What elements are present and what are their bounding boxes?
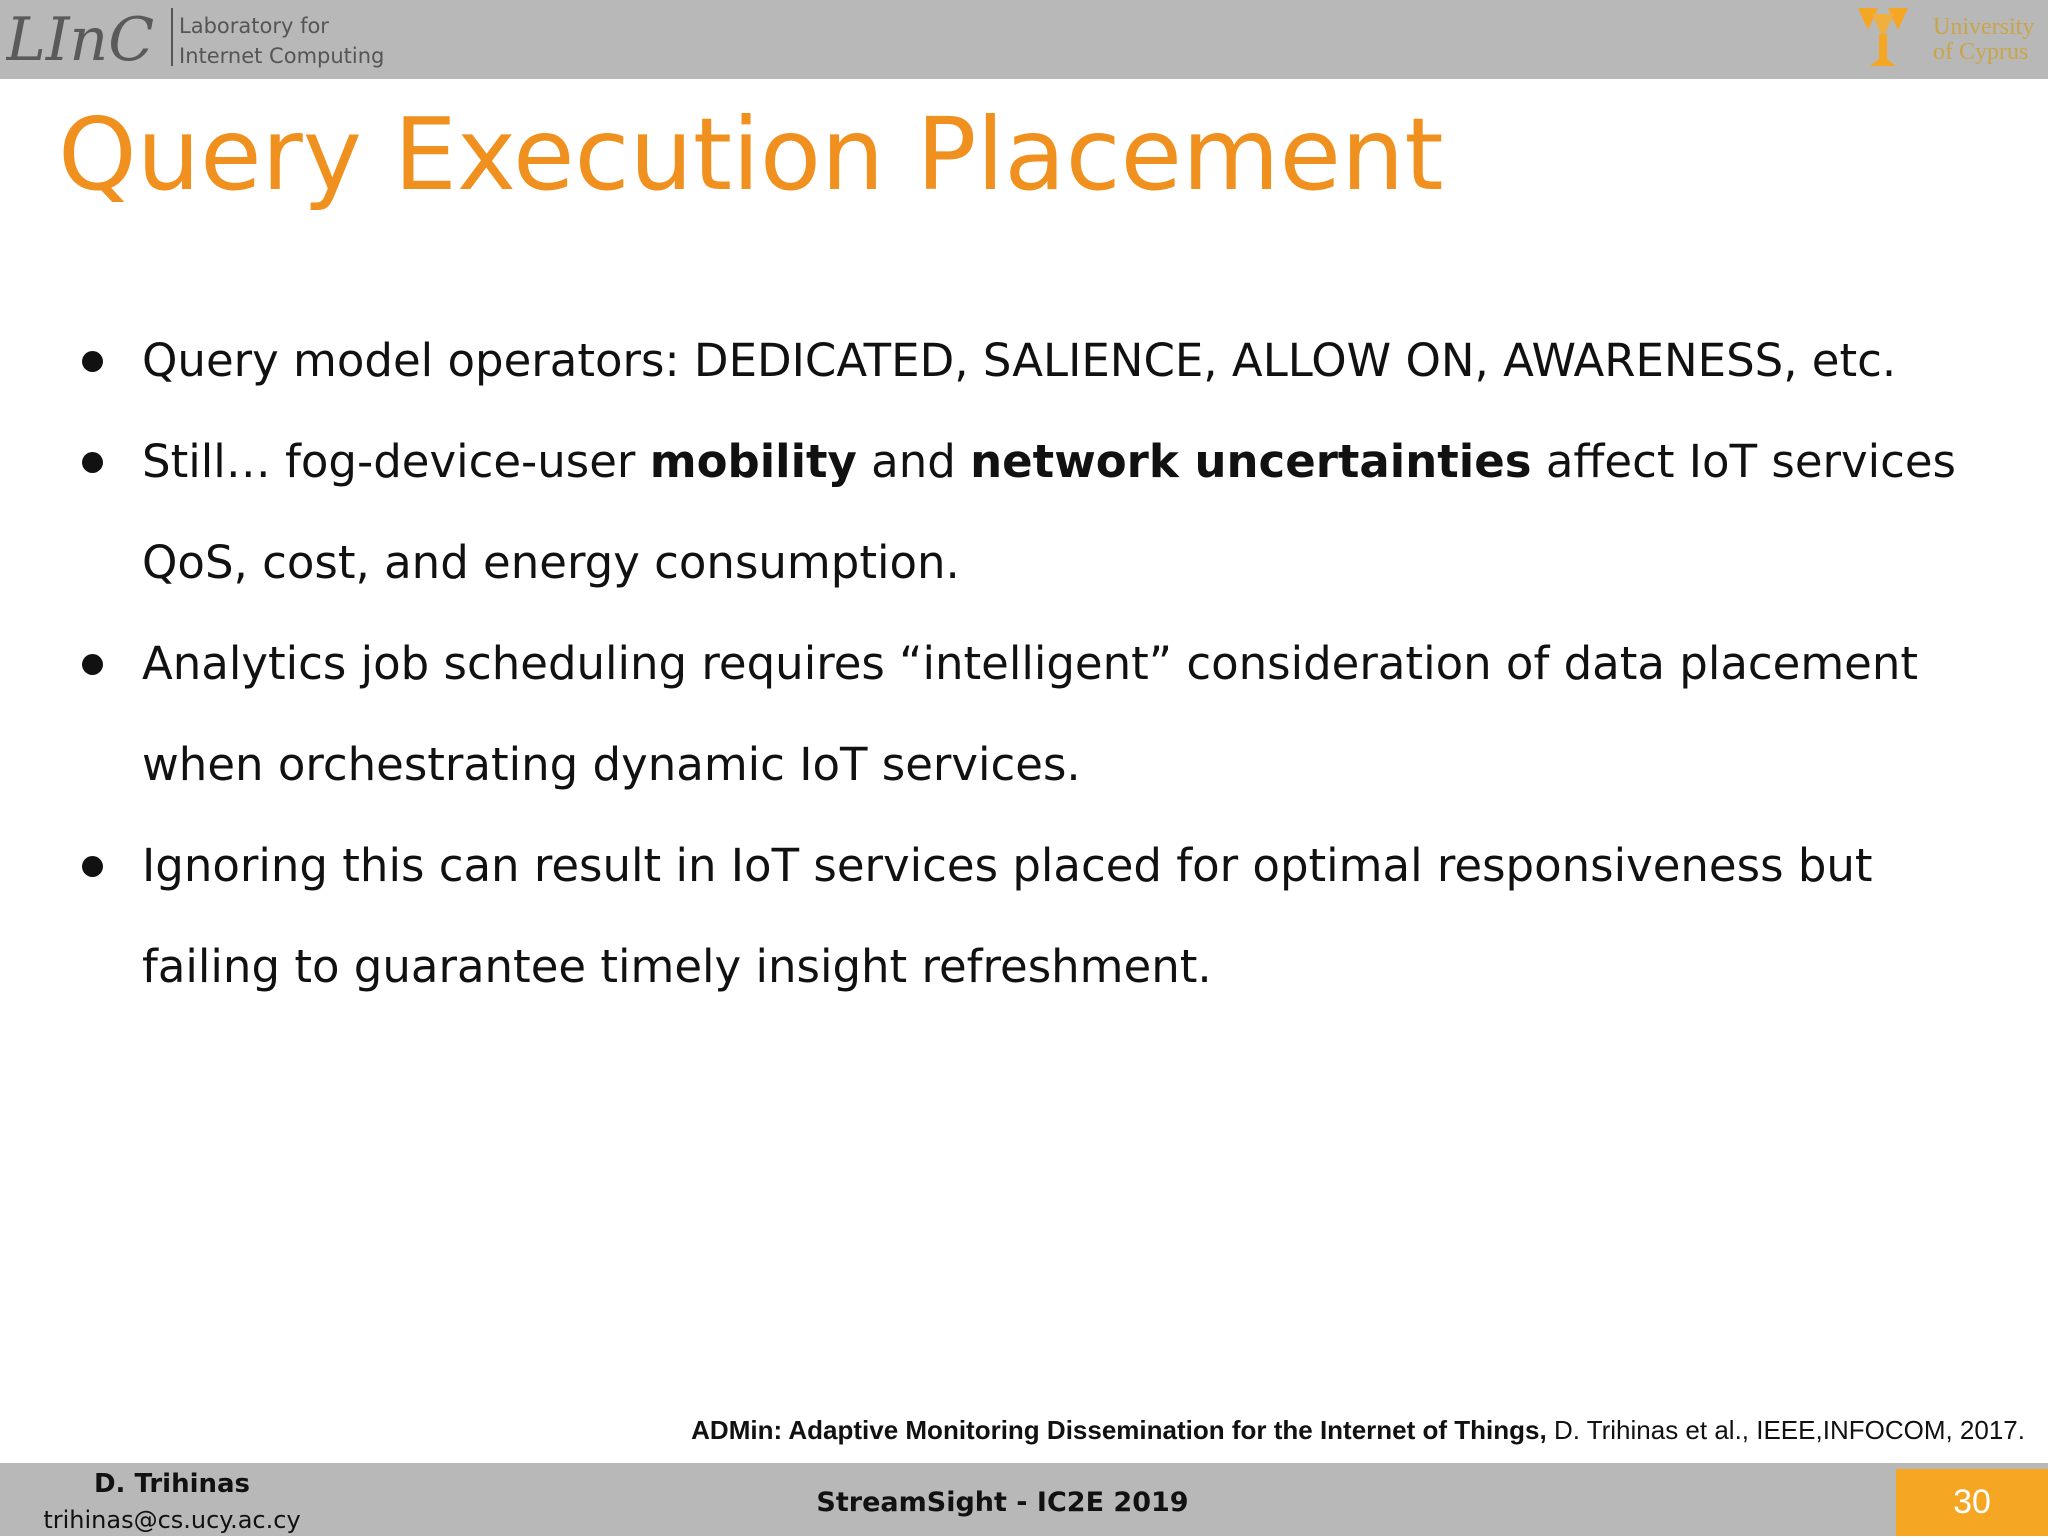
university-name-line2: of Cyprus [1933,39,2029,65]
bullet-text: affect IoT services QoS, cost, and energy consumption. [142,435,1957,589]
author-email: trihinas@cs.ucy.ac.cy [43,1506,301,1534]
logo-divider [171,8,173,66]
bullet-item [70,815,2010,1017]
bullet-icon [82,452,103,473]
author-name: D. Trihinas [93,1469,251,1499]
bullet-emphasis: network uncertainties [970,435,1532,488]
linc-logo [6,4,172,70]
bullet-emphasis: mobility [649,435,857,488]
bullet-icon [82,856,103,877]
conference-label: StreamSight - IC2E 2019 [816,1487,1189,1518]
header-bar [0,0,2048,79]
bullet-text: Analytics job scheduling requires “intelligent” consideration of data placement when orchestrating dynamic IoT services. [142,637,1919,791]
university-name-line1: University [1933,14,2035,40]
reference-citation [691,1410,2025,1450]
reference-details: D. Trihinas et al., IEEE,INFOCOM, 2017. [1546,1415,2025,1445]
university-name [1933,15,2034,65]
reference-title: ADMin: Adaptive Monitoring Dissemination for the Internet of Things, [691,1415,1547,1445]
bullet-item [70,310,2010,411]
slide-title: Query Execution Placement [58,96,1444,213]
bullet-item [70,411,2010,613]
bullet-text: Ignoring this can result in IoT services placed for optimal responsiveness but failing to guarantee timely insight refreshment. [142,839,1873,993]
lab-name [179,11,384,71]
bullet-text: Query model operators: DEDICATED, SALIENCE, ALLOW ON, AWARENESS, etc. [142,334,1897,387]
bullet-icon [82,351,103,372]
logo-text: LInC [6,5,155,70]
page-number: 30 [1896,1469,2048,1536]
lab-name-line1: Laboratory for [179,14,329,38]
bullet-list [70,310,2010,1017]
university-emblem-icon [1850,4,1916,70]
bullet-text: Still… fog-device-user [142,435,650,488]
bullet-item [70,613,2010,815]
bullet-text: and [856,435,971,488]
lab-name-line2: Internet Computing [179,44,385,68]
bullet-icon [82,654,103,675]
